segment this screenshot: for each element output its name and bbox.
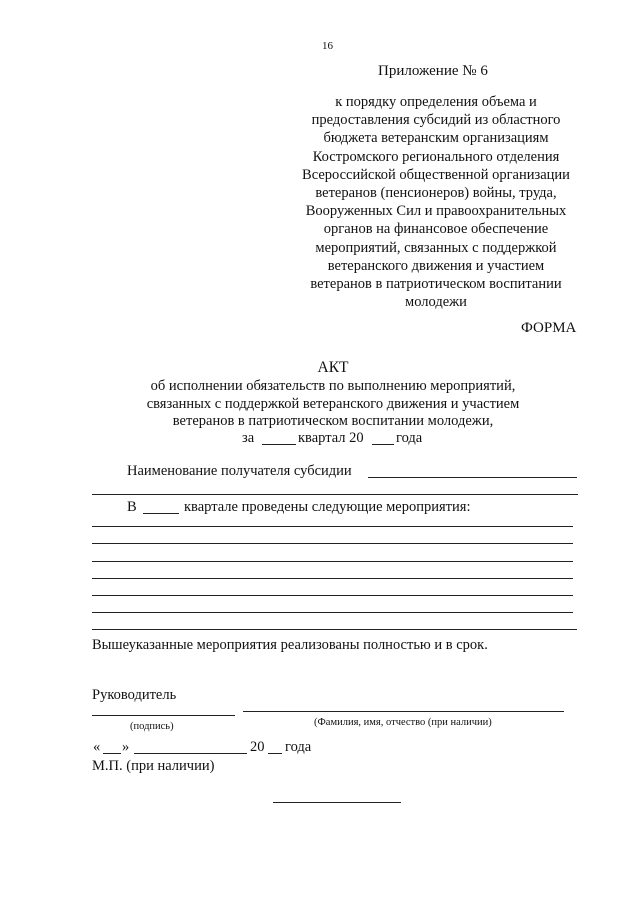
appendix-line: предоставления субсидий из областного: [311, 112, 561, 129]
appendix-line: ветеранов (пенсионеров) войны, труда,: [315, 185, 557, 202]
act-year-blank[interactable]: [372, 444, 394, 445]
activities-quarter-blank[interactable]: [143, 513, 179, 514]
date-year-field[interactable]: [268, 753, 282, 754]
activity-line[interactable]: [92, 543, 573, 544]
appendix-description: [290, 93, 582, 311]
appendix-line: мероприятий, связанных с поддержкой: [315, 239, 557, 256]
act-quarter-middle: квартал 20: [298, 430, 364, 446]
act-line: об исполнении обязательств по выполнению мероприятий,: [150, 378, 516, 394]
appendix-line: ветеранов в патриотическом воспитании: [310, 276, 562, 293]
activity-line[interactable]: [92, 629, 577, 630]
appendix-line: бюджета ветеранским организациям: [323, 130, 549, 147]
act-quarter-prefix: за: [242, 430, 255, 446]
appendix-line: Всероссийской общественной организации: [302, 166, 570, 183]
appendix-line: Вооруженных Сил и правоохранительных: [305, 203, 567, 220]
appendix-line: к порядку определения объема и: [335, 94, 537, 110]
stamp-label: М.П. (при наличии): [92, 758, 215, 774]
recipient-field-line-2[interactable]: [92, 494, 578, 495]
act-subtitle: [100, 378, 566, 431]
activity-line[interactable]: [92, 526, 573, 527]
date-month-field[interactable]: [134, 753, 247, 754]
head-label: Руководитель: [92, 687, 177, 703]
activities-heading: квартале проведены следующие мероприятия:: [184, 499, 471, 515]
act-line: связанных с поддержкой ветеранского движения и участием: [146, 395, 520, 412]
recipient-label: Наименование получателя субсидии: [127, 463, 352, 479]
activity-line[interactable]: [92, 595, 573, 596]
appendix-line: ветеранского движения и участием: [327, 257, 545, 274]
date-close-quote: »: [122, 739, 130, 755]
activity-line[interactable]: [92, 612, 573, 613]
full-name-caption: (Фамилия, имя, отчество (при наличии): [314, 717, 492, 728]
completion-statement: Вышеуказанные мероприятия реализованы полностью и в срок.: [92, 637, 488, 653]
activities-quarter-prefix: В: [127, 499, 137, 515]
recipient-field[interactable]: [368, 477, 577, 478]
form-label: ФОРМА: [521, 320, 577, 336]
signature-field[interactable]: [92, 715, 235, 716]
act-line: ветеранов в патриотическом воспитании молодежи,: [172, 413, 494, 430]
date-suffix: года: [285, 739, 312, 755]
date-open-quote: «: [93, 739, 101, 755]
date-year-prefix: 20: [250, 739, 265, 755]
full-name-field[interactable]: [243, 711, 564, 712]
appendix-line: органов на финансовое обеспечение: [323, 221, 549, 238]
signature-caption: (подпись): [130, 721, 174, 732]
act-title: АКТ: [317, 359, 349, 376]
activity-line[interactable]: [92, 578, 573, 579]
page-number: 16: [322, 40, 333, 52]
date-day-field[interactable]: [103, 753, 121, 754]
activity-line[interactable]: [92, 561, 573, 562]
appendix-line: Костромского регионального отделения: [312, 148, 560, 165]
appendix-title: Приложение № 6: [378, 63, 488, 79]
act-quarter-suffix: года: [396, 430, 423, 446]
act-quarter-blank[interactable]: [262, 444, 296, 445]
appendix-line: молодежи: [405, 294, 467, 311]
bottom-separator: [273, 802, 401, 803]
